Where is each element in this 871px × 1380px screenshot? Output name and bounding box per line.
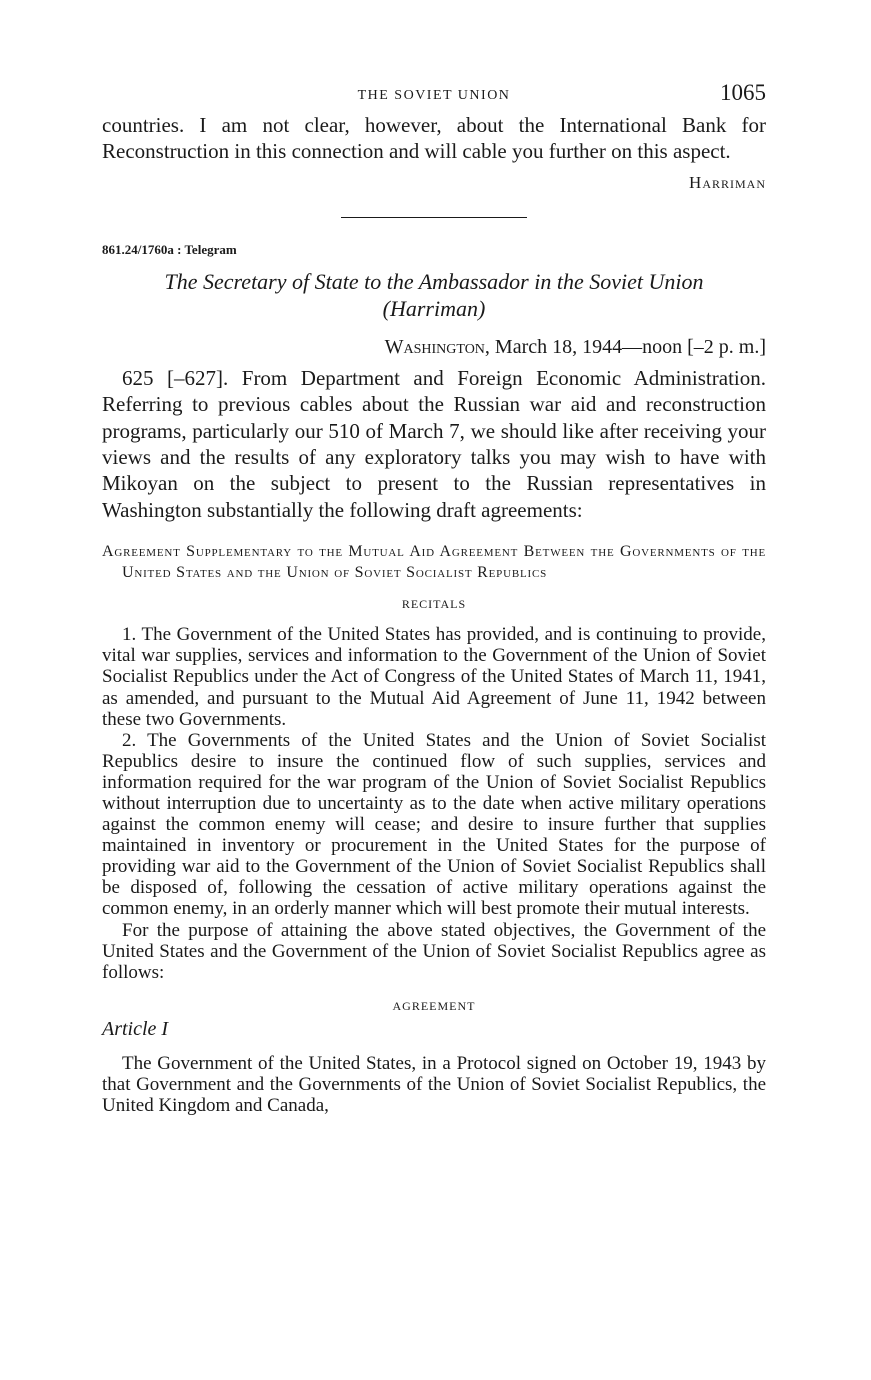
dateline-place: Washington, [384, 335, 490, 358]
article-1-text: The Government of the United States, in a Protocol signed on October 19, 1943 by that Government and the Governments of the Union of Soviet Socialist Republics, the United Kingdom and Canada, [102, 1052, 766, 1117]
document-heading-line-2: (Harriman) [382, 295, 486, 321]
dateline-date: March 18, 1944—noon [–2 p. m.] [489, 335, 766, 358]
carryover-paragraph: countries. I am not clear, however, about the International Bank for Reconstruction in this connection and will cable you further on this aspect. [102, 113, 766, 164]
purpose-paragraph: For the purpose of attaining the above stated objectives, the Government of the United States and the Government of the Union of Soviet Socialist Republics agree as follows: [102, 919, 766, 983]
document-heading-line-1: The Secretary of State to the Ambassador in the Soviet Union [164, 268, 704, 294]
running-head [102, 80, 766, 112]
document-heading [102, 268, 766, 322]
recital-1: 1. The Government of the United States has provided, and is continuing to provide, vital war supplies, services and information to the Government of the Union of Soviet Socialist Republics under the Act of Congress of the United States of March 11, 1941, as amended, and pursuant to the Mutual Aid Agreement of June 11, 1942 between these two Governments. [102, 624, 766, 730]
recital-2: 2. The Governments of the United States and the Union of Soviet Socialist Republics desire to insure the continued flow of such supplies, services and information required for the war program of the Union of Soviet Socialist Republics without interruption due to uncertainty as to the date when active military operations against the common enemy will cease; and desire to insure further that supplies maintained in inventory or procurement in the United States for the purpose of providing war aid to the Government of the Union of Soviet Socialist Republics shall be disposed of, following the cessation of active military operations against the common enemy, in an orderly manner which will best promote their mutual interests. [102, 729, 766, 920]
article-heading: Article I [102, 1017, 169, 1040]
section-divider [341, 217, 527, 218]
agreement-heading: AGREEMENT [392, 998, 476, 1013]
document-page [102, 80, 766, 1116]
signature: Harriman [689, 172, 766, 192]
dateline [102, 336, 766, 359]
file-reference: 861.24/1760a : Telegram [102, 241, 237, 257]
page-number: 1065 [720, 80, 766, 105]
running-title: THE SOVIET UNION [357, 88, 511, 103]
agreement-title: Agreement Supplementary to the Mutual Aid Agreement Between the Governments of the United States and the Union of Soviet Socialist Republics [102, 543, 766, 582]
recitals-heading: RECITALS [401, 597, 467, 612]
opening-paragraph: 625 [–627]. From Department and Foreign Economic Administration. Referring to previous cables about the Russian war aid and reconstruction programs, particularly our 510 of March 7, we should like after receiving your views and the results of any exploratory talks you may wish to have with Mikoyan on the subject to present to the Russian representatives in Washington substantially the following draft agreements: [102, 365, 766, 522]
